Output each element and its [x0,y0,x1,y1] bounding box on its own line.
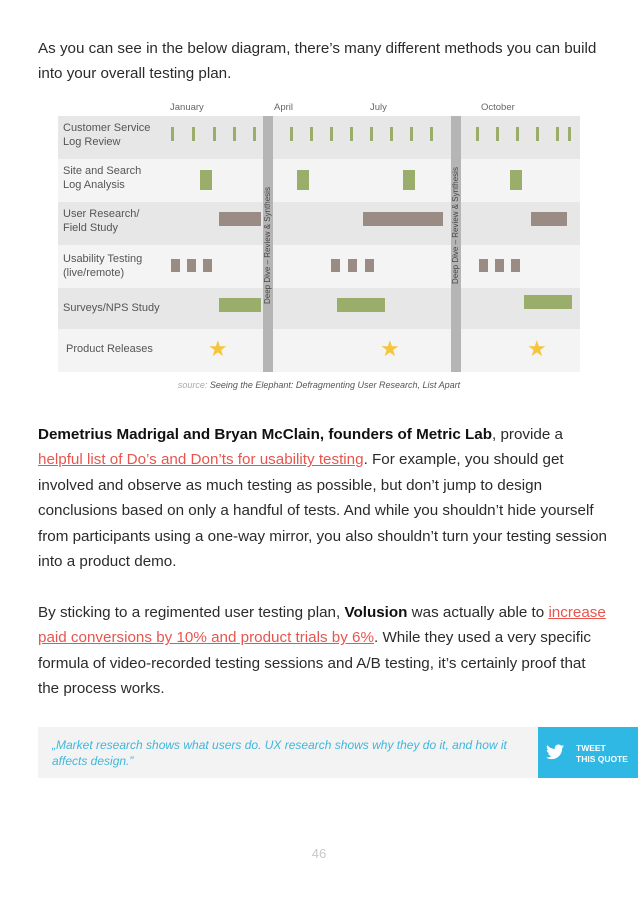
row-label: Product Releases [66,343,153,355]
twitter-bird-icon [546,744,564,760]
testing-plan-diagram [58,100,580,372]
row-site-search [58,159,580,202]
row-label: Customer Service Log Review [63,122,151,148]
timeline-tick [192,127,195,141]
usability-test-block [365,259,374,272]
intro-paragraph [38,36,608,87]
release-star-icon: ★ [208,336,228,361]
month-label-october: October [481,102,515,113]
survey-bar [337,298,385,312]
row-user-research [58,202,580,245]
timeline-tick [253,127,256,141]
field-study-bar [531,212,567,226]
quote-text: „Market research shows what users do. UX research shows why they do it, and how it affects design.” [52,738,507,768]
analysis-block [403,170,415,190]
field-study-bar [363,212,443,226]
timeline-tick [536,127,539,141]
timeline-tick [390,127,393,141]
deep-dive-label: Deep Dive – Review & Synthesis [263,187,272,304]
diagram-source: source: Seeing the Elephant: Defragmenting User Research, List Apart [177,380,461,390]
usability-test-block [187,259,196,272]
timeline-tick [310,127,313,141]
analysis-block [510,170,522,190]
field-study-bar [219,212,261,226]
usability-test-block [203,259,212,272]
month-label-july: July [370,102,387,113]
month-label-april: April [274,102,294,113]
volusion-name: Volusion [344,604,408,621]
intro-text: As you can see in the below diagram, there’s many different methods you can build into your overall testing plan. [38,40,597,83]
deep-dive-label: Deep Dive – Review & Synthesis [451,167,460,284]
analysis-block [297,170,309,190]
timeline-tick [350,127,353,141]
timeline-tick [171,127,174,141]
row-surveys [58,288,580,331]
tweet-quote-button[interactable]: TWEET THIS QUOTE [538,727,638,778]
row-label: Site and Search Log Analysis [63,165,142,191]
pull-quote [38,727,538,778]
row-product-releases [58,329,580,372]
row-customer-service [58,116,580,159]
timeline-tick [496,127,499,141]
month-label-january: January [170,102,204,113]
increase-conversions-link[interactable]: increase paid conversions by 10% and product trials by 6% [38,604,606,647]
founders-name: Demetrius Madrigal and Bryan McClain, founders of Metric Lab [38,426,493,443]
usability-test-block [495,259,504,272]
usability-test-block [479,259,488,272]
timeline-tick [410,127,413,141]
timeline-tick [213,127,216,141]
row-label: Usability Testing (live/remote) [63,253,143,279]
usability-test-block [511,259,520,272]
timeline-tick [430,127,433,141]
row-label: Surveys/NPS Study [63,302,160,314]
release-star-icon: ★ [380,336,400,361]
madrigal-paragraph: Demetrius Madrigal and Bryan McClain, founders of Metric Lab, provide a helpful list of Do’s and Don’ts for usability testing. For example, you should get involved and observe as much testing as possible, but don’t jump to design conclusions based on only a handful of tests. And while you shouldn’t hide yourself from participants using a one-way mirror, you also shouldn’t turn your testing session into a product demo. [38,426,607,571]
usability-test-block [331,259,340,272]
timeline-tick [556,127,559,141]
timeline-tick [290,127,293,141]
timeline-tick [476,127,479,141]
timeline-tick [370,127,373,141]
usability-test-block [348,259,357,272]
release-star-icon: ★ [527,336,547,361]
row-label: User Research/ Field Study [63,208,140,234]
analysis-block [200,170,212,190]
survey-bar [219,298,261,312]
timeline-tick [330,127,333,141]
usability-test-block [171,259,180,272]
timeline-tick [568,127,571,141]
dos-donts-link[interactable]: helpful list of Do’s and Don’ts for usability testing [38,451,364,469]
survey-bar [524,295,572,309]
timeline-tick [516,127,519,141]
timeline-tick [233,127,236,141]
volusion-paragraph: By sticking to a regimented user testing plan, Volusion was actually able to increase paid conversions by 10% and product trials by 6%. While they used a very specific formula of video-recorded testing sessions and A/B testing, it’s certainly proof that the process works. [38,604,606,698]
page-number: 46 [311,846,327,861]
